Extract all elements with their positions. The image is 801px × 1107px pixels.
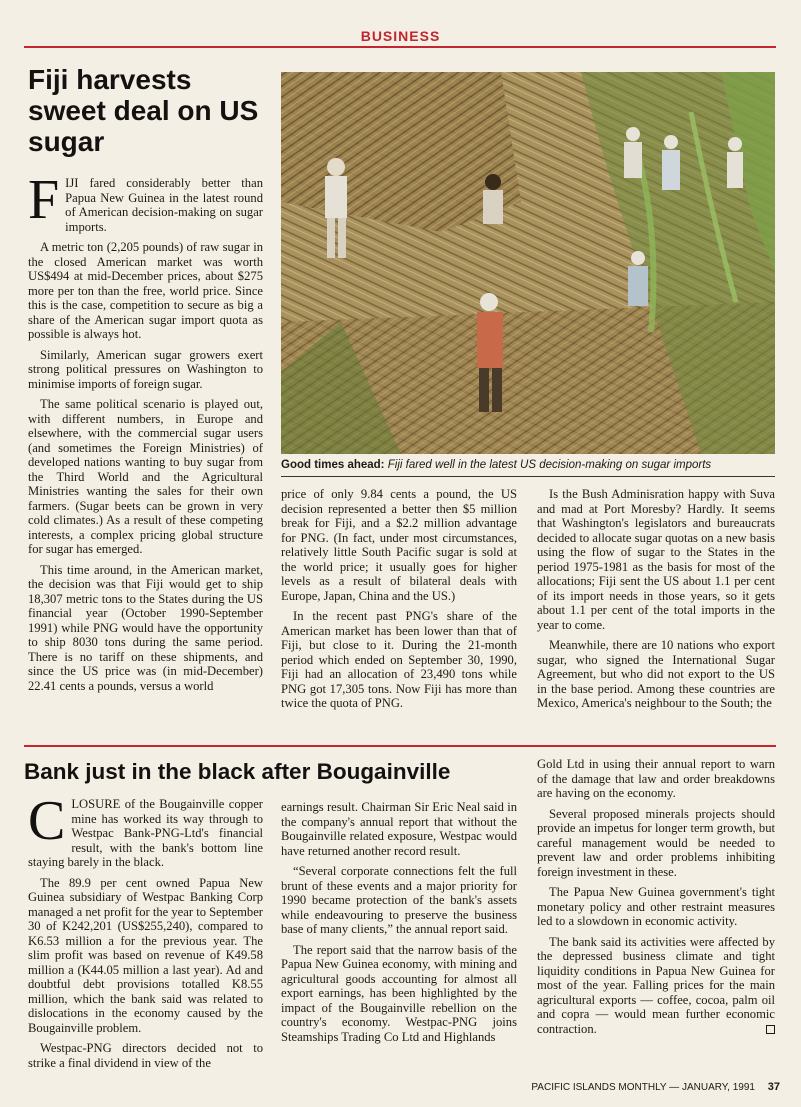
article1-paragraph: In the recent past PNG's share of the American market has been lower than that of Fiji, but close to it. During the 21-month period which ended on September 30, 1990, Fiji had an allocation of 23,490 tons while PNG got 17,305 tons. Now Fiji has more than twice the quota of PNG. [281,609,517,710]
caption-lead: Good times ahead: [281,459,385,471]
article2-paragraph: The Papua New Guinea government's tight monetary policy and other restraint measures led to a slowdown in economic activity. [537,885,775,928]
article1-column-3 [537,487,775,737]
article1-paragraph: Similarly, American sugar growers exert strong political pressures on Washington to minimise imports of foreign sugar. [28,347,263,391]
section-divider [24,745,776,747]
caption-text: Fiji fared well in the latest US decision-making on sugar imports [387,459,712,471]
article2-column-1 [28,797,263,1077]
article1-paragraph: Meanwhile, there are 10 nations who export sugar, who signed the International Sugar Agreement, but who did not export to the US in the base period. Among these countries are Mexico, America's neighbour to the South; the [537,638,775,710]
page-number: 37 [767,1081,780,1093]
article2-column-2 [281,800,517,1077]
article1-paragraph: price of only 9.84 cents a pound, the US decision represented a better then $5 million break for Fiji, and a $2.2 million advantage for PNG. (In fact, under most circumstances, relatively little South Pacific sugar is sold at the world price; it usually goes for higher levels as a result of bilateral deals with Europe, Japan, China and the US.) [281,487,517,603]
article2-paragraph: CLOSURE of the Bougainville copper mine has worked its way through to Westpac Bank-PNG-Ltd's financial result, with the bank's bottom line staying barely in the black. [28,797,263,869]
publication-name: PACIFIC ISLANDS MONTHLY — JANUARY, 1991 [531,1082,755,1093]
article1-paragraph: A metric ton (2,205 pounds) of raw sugar in the closed American market was worth US$494 at mid-December prices, about $275 more per ton than the free, world price. Since this is the case, competition to secure as big a share of the American sugar import quota as possible is always hot. [28,240,263,341]
article1-column-2 [281,487,517,737]
article2-paragraph: earnings result. Chairman Sir Eric Neal said in the company's annual report that without the Bougainville related exposure, Westpac would have returned another record result. [281,800,517,858]
photo-caption [281,457,775,475]
article2-paragraph: The 89.9 per cent owned Papua New Guinea subsidiary of Westpac Banking Corp managed a net profit for the year to September 30 of K242,201 (US$255,240), compared to K6.53 million a for the previous year. The slim profit was based on revenue of K49.58 million a (K44.05 million a last year). Ad and doubtful debt provisions totalled K8.55 million, which the bank said was related to dislocations in the economy caused by the Bougainville problem. [28,875,263,1035]
photo-illustration [281,72,775,454]
caption-rule [281,476,775,477]
article1-column-1 [28,176,263,736]
page-footer [500,1081,780,1093]
article1-headline: Fiji harvests sweet deal on US sugar [28,64,259,157]
article2-dropcap: C [28,797,66,852]
article2-paragraph: Several proposed minerals projects should provide an impetus for longer term growth, but careful management would be needed to prevent law and order problems inhibiting foreign investment in these. [537,806,775,879]
article1-paragraph: The same political scenario is played out, with different numbers, in Europe and elsewhere, with the commercial sugar users (and sometimes the Foreign Ministries) of developed nations wanting to buy sugar from the Third World and the Agricultural Ministries wanting the sales for their own farmers. (Sugar beets can be grown in very cold climates.) As a result of these competing interests, a complex pricing global structure for sugar has emerged. [28,397,263,556]
article2-paragraph: The bank said its activities were affected by the depressed business climate and tight liquidity conditions in Papua New Guinea for most of the year. Falling prices for the main agricultural exports — coffee, cocoa, palm oil and copra — would mean further economic contraction. [537,934,775,1036]
article1-paragraph: FIJI fared considerably better than Papua New Guinea in the latest round of American decision-making on sugar imports. [28,176,263,234]
article2-paragraph: Gold Ltd in using their annual report to warn of the damage that law and order breakdowns are having on the economy. [537,757,775,800]
article1-paragraph: Is the Bush Adminisration happy with Suva and mad at Port Moresby? Hardly. It seems that Washington's legislators and bureaucrats decided to allocate sugar quotas on a new basis using the flow of sugar to the States in the period 1975-1981 as the basis for most of the allocations; Fiji sent the US about 1.1 per cent of its import needs in those years, so it gets about 1.1 per cent of the total imports in the year to come. [537,487,775,632]
article2-paragraph: The report said that the narrow basis of the Papua New Guinea economy, with mining and agricultural goods accounting for almost all export earnings, has been highlighted by the impact of the Bougainville rebellion on the country's economy. Westpac-PNG joins Steamships Trading Co Ltd and Highlands [281,942,517,1044]
article2-column-3 [537,757,775,1079]
article2-paragraph: Westpac-PNG directors decided not to strike a final dividend in view of the [28,1041,263,1070]
article2-headline: Bank just in the black after Bougainville [24,759,451,784]
top-rule [24,46,776,48]
sugar-harvest-photo [281,72,775,454]
section-label: BUSINESS [360,28,441,44]
end-of-article-mark [766,1025,775,1034]
article2-paragraph: “Several corporate connections felt the full brunt of these events and a major priority for 1990 became protection of the bank's assets while endeavouring to preserve the business base of many clients,” the annual report said. [281,864,517,936]
article1-paragraph: This time around, in the American market, the decision was that Fiji would get to ship 18,307 metric tons to the States during the US financial year (October 1990-September 1991) while PNG would have the opportunity to ship 8030 tons during the same period. There is no tariff on these shipments, and since the US price was (in mid-December) 22.41 cents a pounds, versus a world [28,562,263,693]
article1-dropcap: F [28,176,60,231]
